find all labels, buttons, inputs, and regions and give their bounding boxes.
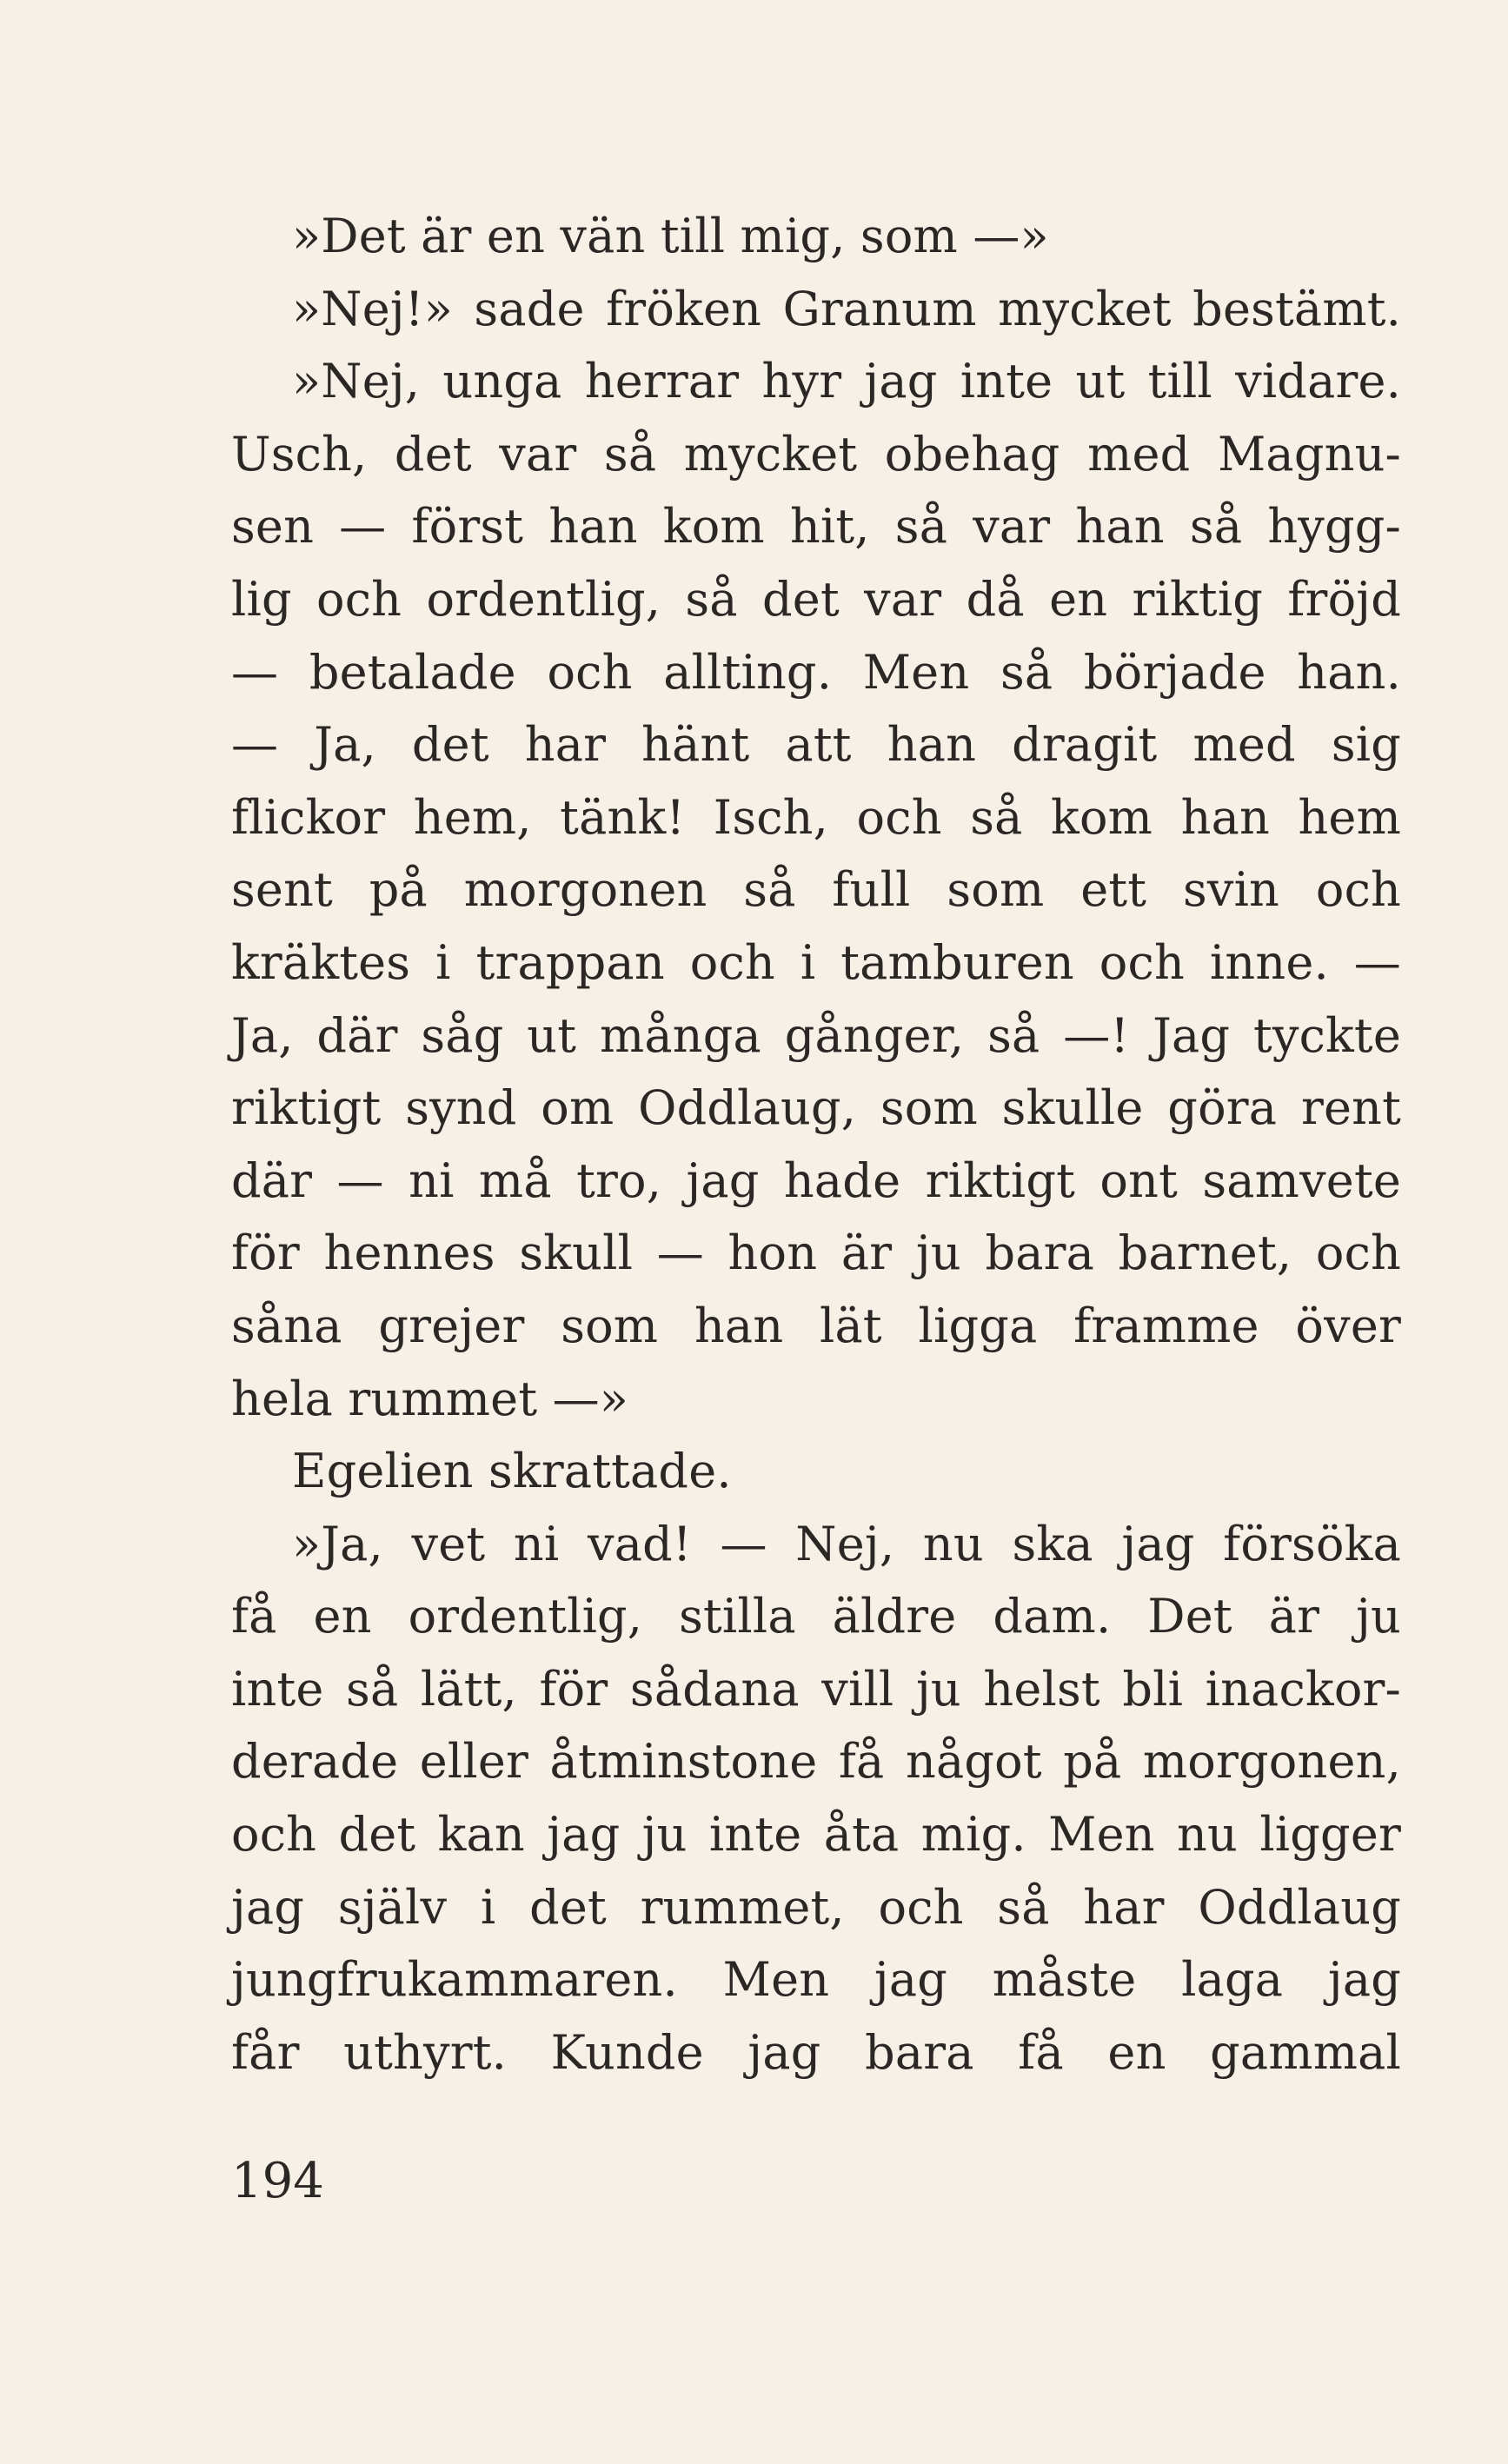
text-line: och det kan jag ju inte åta mig. Men nu ligger [231, 1807, 1401, 1863]
text-line: jungfrukammaren. Men jag måste laga jag [231, 1952, 1401, 2008]
text-line: derade eller åtminstone få något på morgonen, [231, 1734, 1401, 1790]
text-line: flickor hem, tänk! Isch, och så kom han hem [231, 789, 1401, 845]
text-line: få en ordentlig, stilla äldre dam. Det är ju [231, 1589, 1401, 1644]
body-text [231, 200, 1401, 2089]
text-line: sent på morgonen så full som ett svin och [231, 862, 1401, 918]
text-line: hela rummet —» [231, 1371, 629, 1426]
text-line: Usch, det var så mycket obehag med Magnu- [231, 426, 1401, 482]
text-line: sen — först han kom hit, så var han så hygg- [231, 499, 1401, 555]
text-line: jag själv i det rummet, och så har Oddlaug [231, 1879, 1401, 1935]
text-line: riktigt synd om Oddlaug, som skulle göra rent [231, 1080, 1401, 1136]
text-line: där — ni må tro, jag hade riktigt ont samvete [231, 1152, 1401, 1208]
text-line: »Ja, vet ni vad! — Nej, nu ska jag försöka [292, 1516, 1401, 1571]
text-line: lig och ordentlig, så det var då en riktig fröjd [231, 571, 1401, 627]
text-line: »Nej, unga herrar hyr jag inte ut till vidare. [292, 354, 1401, 409]
text-line: — betalade och allting. Men så började han. [231, 644, 1401, 700]
text-line: för hennes skull — hon är ju bara barnet, och [231, 1225, 1401, 1281]
page-number: 194 [231, 2153, 324, 2209]
text-line: Ja, där såg ut många gånger, så —! Jag tyckte [231, 1007, 1401, 1063]
text-line: »Det är en vän till mig, som —» [292, 209, 1049, 263]
text-line: kräktes i trappan och i tamburen och inne. — [231, 934, 1401, 990]
text-line: såna grejer som han lät ligga framme över [231, 1298, 1401, 1353]
text-line: inte så lätt, för sådana vill ju helst bli inackor- [231, 1661, 1401, 1717]
text-line: — Ja, det har hänt att han dragit med sig [231, 717, 1401, 773]
text-line: Egelien skrattade. [292, 1444, 732, 1499]
text-line: får uthyrt. Kunde jag bara få en gammal [231, 2024, 1401, 2080]
text-line: »Nej!» sade fröken Granum mycket bestämt. [292, 281, 1401, 336]
